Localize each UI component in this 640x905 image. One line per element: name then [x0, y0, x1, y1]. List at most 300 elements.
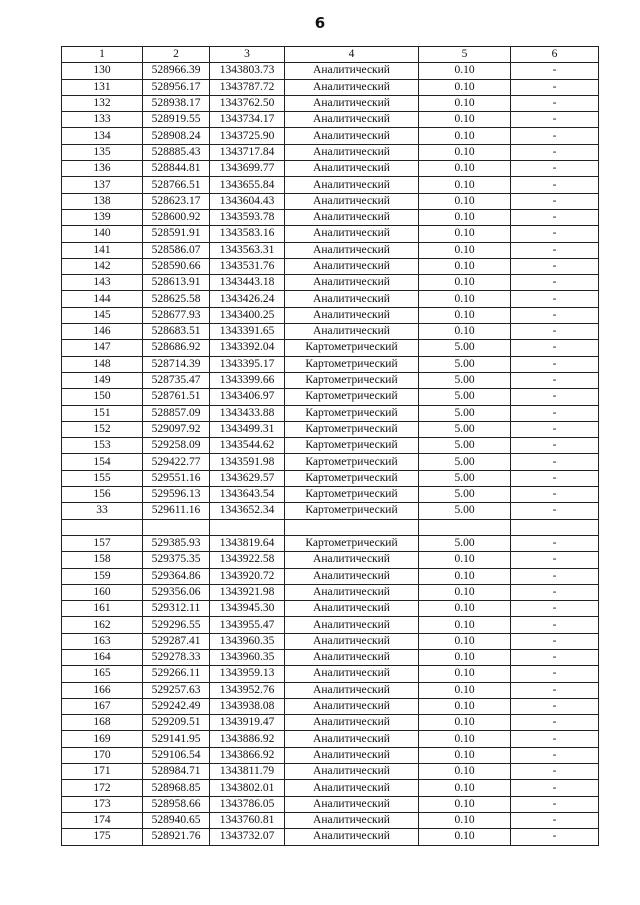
method-cell: Аналитический	[285, 649, 419, 665]
x-coordinate-cell: 529209.51	[143, 715, 210, 731]
method-cell: Аналитический	[285, 682, 419, 698]
table-row	[62, 356, 599, 372]
method-cell	[285, 519, 419, 535]
y-coordinate-cell: 1343604.43	[210, 193, 285, 209]
point-number-cell: 167	[62, 698, 143, 714]
table-row	[62, 470, 599, 486]
x-coordinate-cell: 529287.41	[143, 633, 210, 649]
accuracy-cell: 0.10	[419, 226, 511, 242]
method-cell: Аналитический	[285, 307, 419, 323]
method-cell: Аналитический	[285, 144, 419, 160]
description-cell: -	[511, 177, 599, 193]
description-cell: -	[511, 796, 599, 812]
method-cell: Аналитический	[285, 291, 419, 307]
method-cell: Картометрический	[285, 356, 419, 372]
column-header: 4	[285, 47, 419, 63]
x-coordinate-cell: 529242.49	[143, 698, 210, 714]
table-row	[62, 780, 599, 796]
y-coordinate-cell: 1343593.78	[210, 209, 285, 225]
description-cell	[511, 519, 599, 535]
y-coordinate-cell: 1343960.35	[210, 649, 285, 665]
accuracy-cell: 0.10	[419, 633, 511, 649]
point-number-cell: 136	[62, 161, 143, 177]
point-number-cell: 130	[62, 63, 143, 79]
method-cell: Аналитический	[285, 731, 419, 747]
x-coordinate-cell: 529097.92	[143, 421, 210, 437]
y-coordinate-cell: 1343919.47	[210, 715, 285, 731]
x-coordinate-cell: 528613.91	[143, 275, 210, 291]
description-cell: -	[511, 324, 599, 340]
y-coordinate-cell: 1343959.13	[210, 666, 285, 682]
point-number-cell: 165	[62, 666, 143, 682]
y-coordinate-cell: 1343399.66	[210, 372, 285, 388]
description-cell: -	[511, 79, 599, 95]
x-coordinate-cell: 528761.51	[143, 389, 210, 405]
x-coordinate-cell: 528686.92	[143, 340, 210, 356]
method-cell: Аналитический	[285, 780, 419, 796]
description-cell: -	[511, 405, 599, 421]
method-cell: Аналитический	[285, 128, 419, 144]
description-cell: -	[511, 291, 599, 307]
y-coordinate-cell: 1343938.08	[210, 698, 285, 714]
x-coordinate-cell: 528908.24	[143, 128, 210, 144]
accuracy-cell: 0.10	[419, 209, 511, 225]
table-row	[62, 144, 599, 160]
point-number-cell: 141	[62, 242, 143, 258]
point-number-cell: 174	[62, 812, 143, 828]
y-coordinate-cell: 1343395.17	[210, 356, 285, 372]
table-row	[62, 666, 599, 682]
accuracy-cell: 5.00	[419, 487, 511, 503]
accuracy-cell: 0.10	[419, 79, 511, 95]
description-cell: -	[511, 193, 599, 209]
table-row	[62, 731, 599, 747]
x-coordinate-cell: 528591.91	[143, 226, 210, 242]
method-cell: Аналитический	[285, 177, 419, 193]
accuracy-cell: 0.10	[419, 193, 511, 209]
method-cell: Аналитический	[285, 796, 419, 812]
x-coordinate-cell: 529312.11	[143, 601, 210, 617]
accuracy-cell: 0.10	[419, 112, 511, 128]
x-coordinate-cell: 528844.81	[143, 161, 210, 177]
y-coordinate-cell: 1343563.31	[210, 242, 285, 258]
table-row	[62, 633, 599, 649]
method-cell: Картометрический	[285, 535, 419, 551]
y-coordinate-cell: 1343920.72	[210, 568, 285, 584]
accuracy-cell: 0.10	[419, 617, 511, 633]
x-coordinate-cell: 529422.77	[143, 454, 210, 470]
description-cell: -	[511, 682, 599, 698]
table-row	[62, 372, 599, 388]
x-coordinate-cell: 528586.07	[143, 242, 210, 258]
method-cell: Картометрический	[285, 487, 419, 503]
method-cell: Картометрический	[285, 503, 419, 519]
accuracy-cell: 0.10	[419, 128, 511, 144]
accuracy-cell: 0.10	[419, 291, 511, 307]
description-cell: -	[511, 764, 599, 780]
x-coordinate-cell: 529257.63	[143, 682, 210, 698]
method-cell: Аналитический	[285, 812, 419, 828]
method-cell: Аналитический	[285, 112, 419, 128]
y-coordinate-cell: 1343955.47	[210, 617, 285, 633]
description-cell: -	[511, 812, 599, 828]
accuracy-cell: 5.00	[419, 405, 511, 421]
coordinates-table	[61, 46, 599, 846]
description-cell: -	[511, 209, 599, 225]
description-cell: -	[511, 666, 599, 682]
column-header: 2	[143, 47, 210, 63]
table-row	[62, 421, 599, 437]
y-coordinate-cell: 1343591.98	[210, 454, 285, 470]
method-cell: Картометрический	[285, 340, 419, 356]
y-coordinate-cell: 1343786.05	[210, 796, 285, 812]
method-cell: Картометрический	[285, 470, 419, 486]
table-row	[62, 682, 599, 698]
accuracy-cell: 0.10	[419, 242, 511, 258]
accuracy-cell: 0.10	[419, 584, 511, 600]
x-coordinate-cell: 529551.16	[143, 470, 210, 486]
y-coordinate-cell: 1343921.98	[210, 584, 285, 600]
x-coordinate-cell: 528590.66	[143, 258, 210, 274]
y-coordinate-cell: 1343392.04	[210, 340, 285, 356]
point-number-cell: 156	[62, 487, 143, 503]
accuracy-cell: 5.00	[419, 454, 511, 470]
accuracy-cell: 5.00	[419, 438, 511, 454]
y-coordinate-cell: 1343652.34	[210, 503, 285, 519]
description-cell: -	[511, 112, 599, 128]
accuracy-cell: 0.10	[419, 649, 511, 665]
point-number-cell: 133	[62, 112, 143, 128]
description-cell: -	[511, 372, 599, 388]
description-cell: -	[511, 95, 599, 111]
point-number-cell: 147	[62, 340, 143, 356]
table-row	[62, 79, 599, 95]
table-row	[62, 324, 599, 340]
method-cell: Аналитический	[285, 63, 419, 79]
description-cell: -	[511, 715, 599, 731]
y-coordinate-cell: 1343725.90	[210, 128, 285, 144]
table-row	[62, 340, 599, 356]
table-row	[62, 193, 599, 209]
table-row	[62, 454, 599, 470]
table-row	[62, 177, 599, 193]
y-coordinate-cell: 1343400.25	[210, 307, 285, 323]
table-row	[62, 209, 599, 225]
point-number-cell: 175	[62, 829, 143, 845]
table-row	[62, 796, 599, 812]
y-coordinate-cell: 1343531.76	[210, 258, 285, 274]
point-number-cell: 150	[62, 389, 143, 405]
table-row	[62, 568, 599, 584]
y-coordinate-cell: 1343734.17	[210, 112, 285, 128]
accuracy-cell: 0.10	[419, 568, 511, 584]
y-coordinate-cell: 1343406.97	[210, 389, 285, 405]
header-row	[62, 47, 599, 63]
table-row	[62, 584, 599, 600]
point-number-cell: 144	[62, 291, 143, 307]
point-number-cell: 148	[62, 356, 143, 372]
x-coordinate-cell: 529375.35	[143, 552, 210, 568]
method-cell: Аналитический	[285, 747, 419, 763]
accuracy-cell: 0.10	[419, 144, 511, 160]
y-coordinate-cell: 1343643.54	[210, 487, 285, 503]
x-coordinate-cell: 528735.47	[143, 372, 210, 388]
table-row	[62, 161, 599, 177]
point-number-cell: 153	[62, 438, 143, 454]
method-cell: Картометрический	[285, 421, 419, 437]
accuracy-cell: 0.10	[419, 552, 511, 568]
description-cell: -	[511, 389, 599, 405]
y-coordinate-cell: 1343499.31	[210, 421, 285, 437]
method-cell: Аналитический	[285, 258, 419, 274]
x-coordinate-cell: 529258.09	[143, 438, 210, 454]
point-number-cell: 159	[62, 568, 143, 584]
accuracy-cell: 0.10	[419, 747, 511, 763]
accuracy-cell: 0.10	[419, 715, 511, 731]
accuracy-cell: 5.00	[419, 535, 511, 551]
point-number-cell: 134	[62, 128, 143, 144]
y-coordinate-cell: 1343583.16	[210, 226, 285, 242]
accuracy-cell: 5.00	[419, 503, 511, 519]
table-row	[62, 226, 599, 242]
point-number-cell: 140	[62, 226, 143, 242]
description-cell: -	[511, 307, 599, 323]
point-number-cell: 149	[62, 372, 143, 388]
column-header: 1	[62, 47, 143, 63]
accuracy-cell: 0.10	[419, 275, 511, 291]
method-cell: Картометрический	[285, 438, 419, 454]
x-coordinate-cell: 528677.93	[143, 307, 210, 323]
table-row	[62, 307, 599, 323]
column-header: 3	[210, 47, 285, 63]
point-number-cell: 139	[62, 209, 143, 225]
method-cell: Аналитический	[285, 584, 419, 600]
x-coordinate-cell: 528766.51	[143, 177, 210, 193]
accuracy-cell: 5.00	[419, 340, 511, 356]
point-number-cell: 161	[62, 601, 143, 617]
y-coordinate-cell: 1343732.07	[210, 829, 285, 845]
table-row	[62, 63, 599, 79]
method-cell: Аналитический	[285, 552, 419, 568]
accuracy-cell: 0.10	[419, 764, 511, 780]
method-cell: Картометрический	[285, 454, 419, 470]
table-row	[62, 535, 599, 551]
description-cell: -	[511, 780, 599, 796]
table-row	[62, 747, 599, 763]
description-cell: -	[511, 747, 599, 763]
x-coordinate-cell: 528919.55	[143, 112, 210, 128]
accuracy-cell: 0.10	[419, 324, 511, 340]
x-coordinate-cell: 528600.92	[143, 209, 210, 225]
y-coordinate-cell	[210, 519, 285, 535]
description-cell: -	[511, 552, 599, 568]
x-coordinate-cell: 528921.76	[143, 829, 210, 845]
y-coordinate-cell: 1343544.62	[210, 438, 285, 454]
column-header: 5	[419, 47, 511, 63]
x-coordinate-cell: 528885.43	[143, 144, 210, 160]
method-cell: Аналитический	[285, 829, 419, 845]
accuracy-cell: 0.10	[419, 161, 511, 177]
x-coordinate-cell: 528968.85	[143, 780, 210, 796]
point-number-cell: 145	[62, 307, 143, 323]
description-cell: -	[511, 454, 599, 470]
accuracy-cell: 5.00	[419, 389, 511, 405]
description-cell: -	[511, 258, 599, 274]
point-number-cell: 137	[62, 177, 143, 193]
table-row	[62, 487, 599, 503]
table-row	[62, 698, 599, 714]
table-body	[62, 63, 599, 845]
method-cell: Аналитический	[285, 324, 419, 340]
y-coordinate-cell: 1343819.64	[210, 535, 285, 551]
description-cell: -	[511, 617, 599, 633]
description-cell: -	[511, 731, 599, 747]
x-coordinate-cell: 528958.66	[143, 796, 210, 812]
description-cell: -	[511, 275, 599, 291]
description-cell: -	[511, 698, 599, 714]
point-number-cell: 33	[62, 503, 143, 519]
description-cell: -	[511, 226, 599, 242]
description-cell: -	[511, 584, 599, 600]
description-cell: -	[511, 242, 599, 258]
point-number-cell: 152	[62, 421, 143, 437]
method-cell: Картометрический	[285, 405, 419, 421]
description-cell: -	[511, 503, 599, 519]
method-cell: Аналитический	[285, 95, 419, 111]
description-cell: -	[511, 633, 599, 649]
x-coordinate-cell: 528683.51	[143, 324, 210, 340]
x-coordinate-cell	[143, 519, 210, 535]
y-coordinate-cell: 1343811.79	[210, 764, 285, 780]
point-number-cell: 170	[62, 747, 143, 763]
description-cell: -	[511, 487, 599, 503]
table-row	[62, 242, 599, 258]
method-cell: Аналитический	[285, 633, 419, 649]
table-row	[62, 601, 599, 617]
accuracy-cell: 0.10	[419, 95, 511, 111]
x-coordinate-cell: 529385.93	[143, 535, 210, 551]
y-coordinate-cell: 1343787.72	[210, 79, 285, 95]
description-cell: -	[511, 356, 599, 372]
y-coordinate-cell: 1343922.58	[210, 552, 285, 568]
y-coordinate-cell: 1343699.77	[210, 161, 285, 177]
table-row	[62, 291, 599, 307]
description-cell: -	[511, 470, 599, 486]
method-cell: Аналитический	[285, 601, 419, 617]
x-coordinate-cell: 529106.54	[143, 747, 210, 763]
point-number-cell: 157	[62, 535, 143, 551]
x-coordinate-cell: 529296.55	[143, 617, 210, 633]
table-row	[62, 552, 599, 568]
accuracy-cell: 0.10	[419, 307, 511, 323]
point-number-cell: 160	[62, 584, 143, 600]
y-coordinate-cell: 1343760.81	[210, 812, 285, 828]
x-coordinate-cell: 529611.16	[143, 503, 210, 519]
description-cell: -	[511, 535, 599, 551]
x-coordinate-cell: 528857.09	[143, 405, 210, 421]
table-row	[62, 95, 599, 111]
x-coordinate-cell: 529266.11	[143, 666, 210, 682]
method-cell: Аналитический	[285, 617, 419, 633]
table-row	[62, 503, 599, 519]
point-number-cell: 155	[62, 470, 143, 486]
accuracy-cell: 0.10	[419, 177, 511, 193]
x-coordinate-cell: 529141.95	[143, 731, 210, 747]
table-row	[62, 519, 599, 535]
method-cell: Аналитический	[285, 275, 419, 291]
method-cell: Аналитический	[285, 79, 419, 95]
x-coordinate-cell: 528714.39	[143, 356, 210, 372]
accuracy-cell: 5.00	[419, 421, 511, 437]
x-coordinate-cell: 528940.65	[143, 812, 210, 828]
point-number-cell: 173	[62, 796, 143, 812]
table-row	[62, 617, 599, 633]
accuracy-cell: 0.10	[419, 780, 511, 796]
accuracy-cell: 0.10	[419, 682, 511, 698]
y-coordinate-cell: 1343866.92	[210, 747, 285, 763]
description-cell: -	[511, 63, 599, 79]
table-row	[62, 829, 599, 845]
accuracy-cell: 0.10	[419, 829, 511, 845]
point-number-cell: 135	[62, 144, 143, 160]
accuracy-cell: 5.00	[419, 470, 511, 486]
accuracy-cell: 0.10	[419, 601, 511, 617]
description-cell: -	[511, 340, 599, 356]
description-cell: -	[511, 438, 599, 454]
y-coordinate-cell: 1343952.76	[210, 682, 285, 698]
y-coordinate-cell: 1343426.24	[210, 291, 285, 307]
point-number-cell: 166	[62, 682, 143, 698]
accuracy-cell: 5.00	[419, 372, 511, 388]
point-number-cell: 142	[62, 258, 143, 274]
description-cell: -	[511, 421, 599, 437]
accuracy-cell	[419, 519, 511, 535]
y-coordinate-cell: 1343802.01	[210, 780, 285, 796]
description-cell: -	[511, 161, 599, 177]
y-coordinate-cell: 1343433.88	[210, 405, 285, 421]
table-row	[62, 275, 599, 291]
method-cell: Аналитический	[285, 161, 419, 177]
point-number-cell: 138	[62, 193, 143, 209]
x-coordinate-cell: 528966.39	[143, 63, 210, 79]
method-cell: Аналитический	[285, 226, 419, 242]
x-coordinate-cell: 528623.17	[143, 193, 210, 209]
description-cell: -	[511, 649, 599, 665]
x-coordinate-cell: 529596.13	[143, 487, 210, 503]
accuracy-cell: 0.10	[419, 258, 511, 274]
table-row	[62, 112, 599, 128]
table-row	[62, 128, 599, 144]
accuracy-cell: 0.10	[419, 698, 511, 714]
y-coordinate-cell: 1343886.92	[210, 731, 285, 747]
x-coordinate-cell: 529356.06	[143, 584, 210, 600]
y-coordinate-cell: 1343443.18	[210, 275, 285, 291]
description-cell: -	[511, 128, 599, 144]
description-cell: -	[511, 601, 599, 617]
page-number: 6	[314, 14, 326, 32]
accuracy-cell: 0.10	[419, 63, 511, 79]
column-header: 6	[511, 47, 599, 63]
x-coordinate-cell: 528938.17	[143, 95, 210, 111]
point-number-cell: 169	[62, 731, 143, 747]
y-coordinate-cell: 1343629.57	[210, 470, 285, 486]
point-number-cell: 158	[62, 552, 143, 568]
method-cell: Аналитический	[285, 698, 419, 714]
y-coordinate-cell: 1343945.30	[210, 601, 285, 617]
y-coordinate-cell: 1343391.65	[210, 324, 285, 340]
method-cell: Аналитический	[285, 715, 419, 731]
method-cell: Картометрический	[285, 372, 419, 388]
